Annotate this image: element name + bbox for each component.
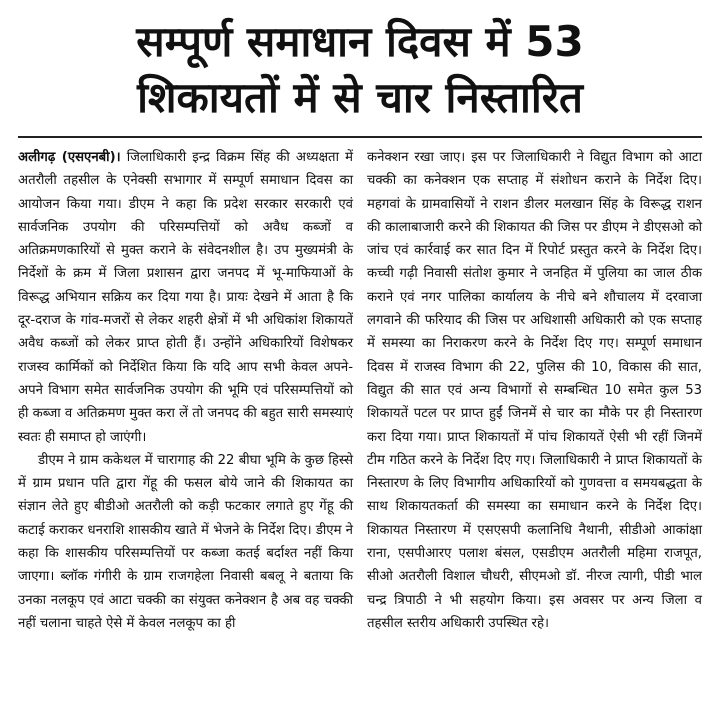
paragraph-3: कनेक्शन रखा जाए। इस पर जिलाधिकारी ने विद्युत विभाग को आटा चक्की का कनेक्शन एक सप्ताह में संशोधन कराने के निर्देश दिए। महगवां के ग्रामवासियों ने राशन डीलर मलखान सिंह के विरूद्ध राशन की कालाबाजारी करने की शिकायत की जिस पर डीएम ने डीएसओ को जांच एवं कार्रवाई कर सात दिन में रिपोर्ट प्रस्तुत करने के निर्देश दिए। कच्ची गढ़ी निवासी संतोश कुमार ने जनहित में पुलिया का जाल ठीक कराने एवं नगर पालिका कार्यालय के नीचे बने शौचालय में दरवाजा लगवाने की फरियाद की जिस पर अधिशासी अधिकारी को एक सप्ताह में समस्या का निराकरण करने के निर्देश दिए गए। सम्पूर्ण समाधान दिवस में राजस्व विभाग की 22, पुलिस की 10, विकास की सात, विद्युत की सात एवं अन्य विभागों से सम्बन्धित 10 समेत कुल 53 शिकायतें पटल पर प्राप्त हुईं जिनमें से चार का मौके पर ही निस्तारण करा दिया गया। प्राप्त शिकायतों में पांच शिकायतें ऐसी भी रहीं जिनमें टीम गठित करने के निर्देश दिए गए। जिलाधिकारी ने प्राप्त शिकायतों के निस्तारण के लिए विभागीय अधिकारियों को गुणवत्ता व समयबद्धता के साथ शिकायतकर्ता की समस्या का समाधान करने के निर्देश दिए। शिकायत निस्तारण में एसएसपी कलानिधि नैथानी, सीडीओ आकांक्षा राना, एसपीआरए पलाश बंसल, एसडीएम अतरौली महिमा राजपूत, सीओ अतरौली विशाल चौधरी, सीएमओ डॉ. नीरज त्यागी, पीडी भाल चन्द्र त्रिपाठी ने भी सहयोग किया। इस अवसर पर अन्य जिला व तहसील स्तरीय अधिकारी उपस्थित रहे। xyxy=(367,150,702,631)
article-column-1 xyxy=(18,146,353,635)
headline-divider xyxy=(18,136,702,138)
paragraph-1 xyxy=(18,146,353,449)
headline-line-1: सम्पूर्ण समाधान दिवस में 53 xyxy=(136,17,584,66)
dateline: अलीगढ़ (एसएनबी)। xyxy=(18,150,121,165)
headline-line-2: शिकायतों में से चार निस्तारित xyxy=(137,73,583,122)
headline xyxy=(18,14,702,126)
paragraph-1-text: जिलाधिकारी इन्द्र विक्रम सिंह की अध्यक्षता में अतरौली तहसील के एनेक्सी सभागार में सम्पूर्ण समाधान दिवस का आयोजन किया गया। डीएम ने कहा कि प्रदेश सरकार सरकारी एवं सार्वजनिक उपयोग की परिसम्पत्तियों को अवैध कब्जों व अतिक्रमणकारियों से मुक्त कराने के संवेदनशील है। उप मुख्यमंत्री के निर्देशों के क्रम में जिला प्रशासन द्वारा जनपद में भू-माफियाओं के विरूद्ध अभियान सक्रिय कर दिया गया है। प्रायः देखने में आता है कि दूर-दराज के गांव-मजरों से लेकर शहरी क्षेत्रों में भी अधिकांश शिकायतें अवैध कब्जों को लेकर प्राप्त होती हैं। उन्होंने अधिकारियों विशेषकर राजस्व कार्मिकों को निर्देशित किया कि यदि आप सभी केवल अपने-अपने विभाग समेत सार्वजनिक उपयोग की भूमि एवं परिसम्पत्तियों को ही कब्जा व अतिक्रमण मुक्त करा लें तो जनपद की बहुत सारी समस्याएं स्वतः ही समाप्त हो जाएंगी। xyxy=(18,150,353,445)
article-body xyxy=(18,146,702,635)
paragraph-2: डीएम ने ग्राम ककेथल में चारागाह की 22 बीघा भूमि के कुछ हिस्से में ग्राम प्रधान पति द्वारा गेंहू की फसल बोये जाने की शिकायत का संज्ञान लेते हुए बीडीओ अतरौली को कड़ी फटकार लगाते हुए गेंहू की कटाई कराकर धनराशि शासकीय खाते में भेजने के निर्देश दिए। डीएम ने कहा कि शासकीय परिसम्पत्तियों पर कब्जा कतई बर्दाश्त नहीं किया जाएगा। ब्लॉक गंगीरी के ग्राम राजगहेला निवासी बबलू ने बताया कि उनका नलकूप एवं आटा चक्की का संयुक्त कनेक्शन है अब वह चक्की नहीं चलाना चाहते ऐसे में केवल नलकूप का ही xyxy=(18,452,353,631)
article-column-2 xyxy=(367,146,702,635)
